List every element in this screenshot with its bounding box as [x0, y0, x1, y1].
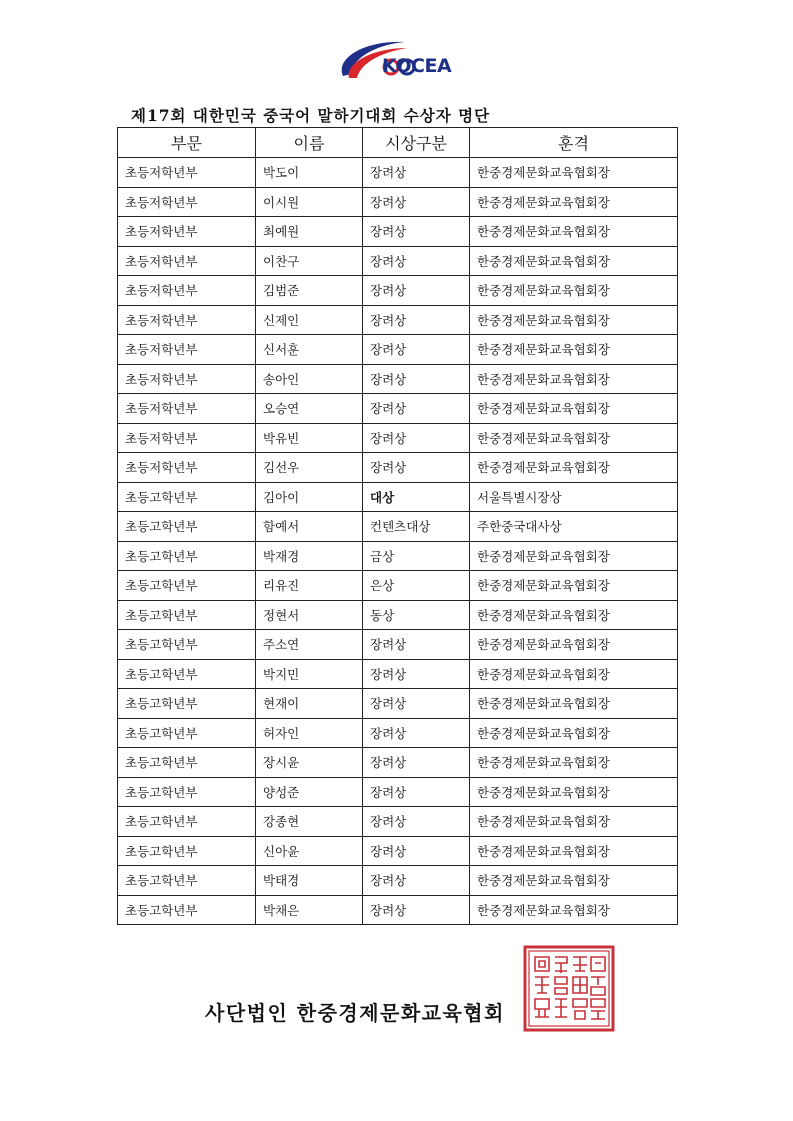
cell-award-title: 주한중국대사상 — [470, 512, 678, 542]
table-row — [118, 453, 678, 483]
cell-name: 김아이 — [256, 482, 363, 512]
cell-division: 초등고학년부 — [118, 866, 256, 896]
cell-name: 박지민 — [256, 659, 363, 689]
cell-award-category: 장려상 — [363, 305, 470, 335]
cell-award-category: 장려상 — [363, 453, 470, 483]
cell-division: 초등저학년부 — [118, 423, 256, 453]
cell-name: 최예원 — [256, 217, 363, 247]
table-row — [118, 305, 678, 335]
cell-name: 리유진 — [256, 571, 363, 601]
cell-division: 초등저학년부 — [118, 305, 256, 335]
cell-name: 박도이 — [256, 158, 363, 188]
cell-award-category: 장려상 — [363, 689, 470, 719]
cell-division: 초등저학년부 — [118, 217, 256, 247]
footer-organization: 사단법인 한중경제문화교육협회 — [205, 1001, 505, 1025]
cell-award-title: 한중경제문화교육협회장 — [470, 217, 678, 247]
table-row — [118, 364, 678, 394]
cell-division: 초등고학년부 — [118, 748, 256, 778]
cell-award-category: 금상 — [363, 541, 470, 571]
cell-name: 김범준 — [256, 276, 363, 306]
table-row — [118, 689, 678, 719]
table-row — [118, 187, 678, 217]
table-header-row — [118, 128, 678, 158]
cell-award-category: 장려상 — [363, 217, 470, 247]
cell-name: 강종현 — [256, 807, 363, 837]
cell-name: 허자인 — [256, 718, 363, 748]
cell-award-category: 대상 — [363, 482, 470, 512]
cell-name: 박태경 — [256, 866, 363, 896]
cell-name: 장시윤 — [256, 748, 363, 778]
cell-division: 초등저학년부 — [118, 158, 256, 188]
table-row — [118, 836, 678, 866]
cell-award-category: 장려상 — [363, 866, 470, 896]
cell-division: 초등고학년부 — [118, 895, 256, 925]
cell-award-title: 한중경제문화교육협회장 — [470, 246, 678, 276]
cell-award-category: 장려상 — [363, 807, 470, 837]
cell-award-title: 한중경제문화교육협회장 — [470, 836, 678, 866]
cell-division: 초등저학년부 — [118, 453, 256, 483]
logo-text: KOCEA — [382, 55, 452, 77]
table-row — [118, 630, 678, 660]
table-row — [118, 777, 678, 807]
cell-award-title: 한중경제문화교육협회장 — [470, 630, 678, 660]
cell-name: 정현서 — [256, 600, 363, 630]
cell-name: 박재경 — [256, 541, 363, 571]
cell-name: 박채은 — [256, 895, 363, 925]
cell-award-title: 한중경제문화교육협회장 — [470, 718, 678, 748]
table-row — [118, 541, 678, 571]
cell-award-title: 한중경제문화교육협회장 — [470, 571, 678, 601]
table-row — [118, 246, 678, 276]
cell-division: 초등고학년부 — [118, 689, 256, 719]
cell-name: 이시원 — [256, 187, 363, 217]
cell-award-title: 한중경제문화교육협회장 — [470, 453, 678, 483]
table-row — [118, 482, 678, 512]
cell-award-title: 서울특별시장상 — [470, 482, 678, 512]
cell-division: 초등고학년부 — [118, 571, 256, 601]
table-row — [118, 571, 678, 601]
cell-award-category: 장려상 — [363, 423, 470, 453]
cell-award-title: 한중경제문화교육협회장 — [470, 748, 678, 778]
official-seal-icon — [523, 945, 615, 1032]
cell-award-category: 장려상 — [363, 748, 470, 778]
table-row — [118, 394, 678, 424]
cell-award-title: 한중경제문화교육협회장 — [470, 895, 678, 925]
header-award-category: 시상구분 — [363, 128, 470, 158]
cell-award-category: 장려상 — [363, 895, 470, 925]
table-row — [118, 718, 678, 748]
header-name: 이름 — [256, 128, 363, 158]
table-row — [118, 276, 678, 306]
table-row — [118, 158, 678, 188]
cell-name: 양성준 — [256, 777, 363, 807]
cell-award-category: 장려상 — [363, 158, 470, 188]
cell-award-title: 한중경제문화교육협회장 — [470, 364, 678, 394]
cell-award-category: 컨텐츠대상 — [363, 512, 470, 542]
cell-award-category: 장려상 — [363, 394, 470, 424]
cell-division: 초등고학년부 — [118, 482, 256, 512]
cell-award-category: 장려상 — [363, 246, 470, 276]
cell-award-title: 한중경제문화교육협회장 — [470, 423, 678, 453]
cell-award-category: 장려상 — [363, 630, 470, 660]
cell-award-title: 한중경제문화교육협회장 — [470, 335, 678, 365]
header-division: 부문 — [118, 128, 256, 158]
table-row — [118, 895, 678, 925]
cell-name: 신아윤 — [256, 836, 363, 866]
cell-award-title: 한중경제문화교육협회장 — [470, 187, 678, 217]
table-row — [118, 217, 678, 247]
cell-award-category: 은상 — [363, 571, 470, 601]
cell-award-category: 장려상 — [363, 659, 470, 689]
cell-award-title: 한중경제문화교육협회장 — [470, 866, 678, 896]
cell-award-title: 한중경제문화교육협회장 — [470, 777, 678, 807]
cell-division: 초등고학년부 — [118, 718, 256, 748]
cell-name: 오승연 — [256, 394, 363, 424]
table-row — [118, 748, 678, 778]
cell-award-title: 한중경제문화교육협회장 — [470, 158, 678, 188]
cell-award-category: 동상 — [363, 600, 470, 630]
cell-award-title: 한중경제문화교육협회장 — [470, 689, 678, 719]
cell-award-title: 한중경제문화교육협회장 — [470, 541, 678, 571]
cell-award-category: 장려상 — [363, 276, 470, 306]
cell-name: 신제인 — [256, 305, 363, 335]
cell-division: 초등고학년부 — [118, 512, 256, 542]
cell-award-category: 장려상 — [363, 187, 470, 217]
cell-division: 초등저학년부 — [118, 364, 256, 394]
cell-name: 신서훈 — [256, 335, 363, 365]
cell-division: 초등저학년부 — [118, 246, 256, 276]
cell-award-title: 한중경제문화교육협회장 — [470, 659, 678, 689]
cell-award-title: 한중경제문화교육협회장 — [470, 276, 678, 306]
cell-division: 초등고학년부 — [118, 807, 256, 837]
cell-award-title: 한중경제문화교육협회장 — [470, 305, 678, 335]
cell-name: 김선우 — [256, 453, 363, 483]
cell-award-title: 한중경제문화교육협회장 — [470, 600, 678, 630]
table-row — [118, 659, 678, 689]
cell-division: 초등고학년부 — [118, 600, 256, 630]
cell-division: 초등고학년부 — [118, 777, 256, 807]
cell-division: 초등고학년부 — [118, 541, 256, 571]
cell-name: 현재이 — [256, 689, 363, 719]
cell-award-category: 장려상 — [363, 836, 470, 866]
document-title: 제17회 대한민국 중국어 말하기대회 수상자 명단 — [131, 106, 491, 125]
cell-division: 초등고학년부 — [118, 659, 256, 689]
cell-division: 초등저학년부 — [118, 276, 256, 306]
cell-division: 초등저학년부 — [118, 335, 256, 365]
cell-award-category: 장려상 — [363, 718, 470, 748]
cell-division: 초등고학년부 — [118, 836, 256, 866]
table-row — [118, 423, 678, 453]
table-row — [118, 600, 678, 630]
cell-name: 박유빈 — [256, 423, 363, 453]
table-row — [118, 866, 678, 896]
table-row — [118, 807, 678, 837]
cell-award-category: 장려상 — [363, 364, 470, 394]
cell-division: 초등고학년부 — [118, 630, 256, 660]
cell-name: 이찬구 — [256, 246, 363, 276]
cell-award-category: 장려상 — [363, 335, 470, 365]
cell-division: 초등저학년부 — [118, 187, 256, 217]
cell-name: 주소연 — [256, 630, 363, 660]
header-award-title: 훈격 — [470, 128, 678, 158]
cell-award-category: 장려상 — [363, 777, 470, 807]
cell-name: 송아인 — [256, 364, 363, 394]
table-row — [118, 512, 678, 542]
table-row — [118, 335, 678, 365]
cell-award-title: 한중경제문화교육협회장 — [470, 394, 678, 424]
cell-award-title: 한중경제문화교육협회장 — [470, 807, 678, 837]
cell-name: 함예서 — [256, 512, 363, 542]
awardees-table — [117, 127, 678, 925]
cell-division: 초등저학년부 — [118, 394, 256, 424]
